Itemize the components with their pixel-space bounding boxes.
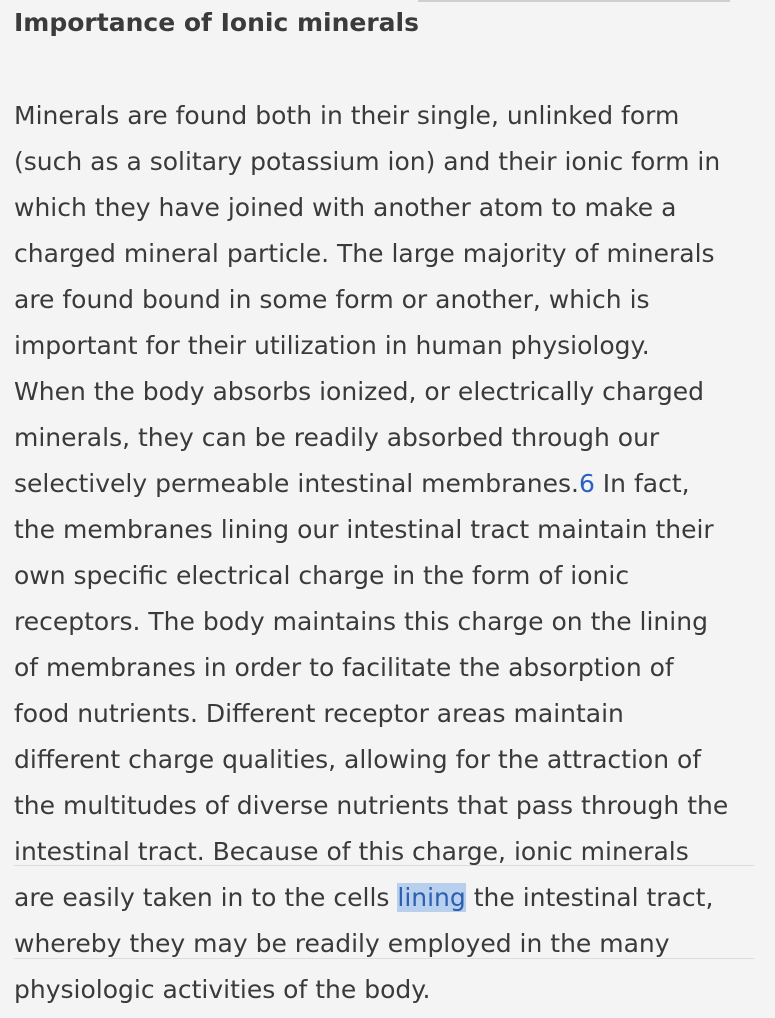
section-heading: Importance of Ionic minerals (14, 8, 419, 37)
text-line: charged mineral particle. The large majority of minerals (14, 239, 715, 268)
text-segment: selectively permeable intestinal membranes. (14, 469, 579, 498)
text-line: of membranes in order to facilitate the absorption of (14, 653, 674, 682)
text-line: food nutrients. Different receptor areas maintain (14, 699, 624, 728)
top-divider (418, 0, 730, 2)
text-line: important for their utilization in human physiology. (14, 331, 650, 360)
text-segment: the intestinal tract, (465, 883, 714, 912)
text-line: receptors. The body maintains this charge on the lining (14, 607, 708, 636)
body-paragraph (14, 93, 766, 1013)
text-segment: are easily taken in to the cells (14, 883, 398, 912)
text-segment: In fact, (594, 469, 690, 498)
text-line: minerals, they can be readily absorbed through our (14, 423, 660, 452)
selected-word-highlight[interactable]: lining (397, 883, 466, 912)
text-line-with-selection (14, 875, 766, 921)
text-line: are found bound in some form or another, which is (14, 285, 650, 314)
text-line: Minerals are found both in their single, unlinked form (14, 101, 680, 130)
text-line: When the body absorbs ionized, or electrically charged (14, 377, 704, 406)
text-line: which they have joined with another atom to make a (14, 193, 677, 222)
text-line: the multitudes of diverse nutrients that pass through the (14, 791, 729, 820)
text-line: own specific electrical charge in the form of ionic (14, 561, 630, 590)
text-line: (such as a solitary potassium ion) and their ionic form in (14, 147, 721, 176)
text-line: intestinal tract. Because of this charge, ionic minerals (14, 837, 689, 866)
footnote-reference-link[interactable]: 6 (578, 469, 595, 498)
text-line: different charge qualities, allowing for the attraction of (14, 745, 702, 774)
text-line: the membranes lining our intestinal tract maintain their (14, 515, 714, 544)
text-line: physiologic activities of the body. (14, 975, 431, 1004)
text-line-with-reference (14, 461, 766, 507)
text-line: whereby they may be readily employed in the many (14, 929, 670, 958)
